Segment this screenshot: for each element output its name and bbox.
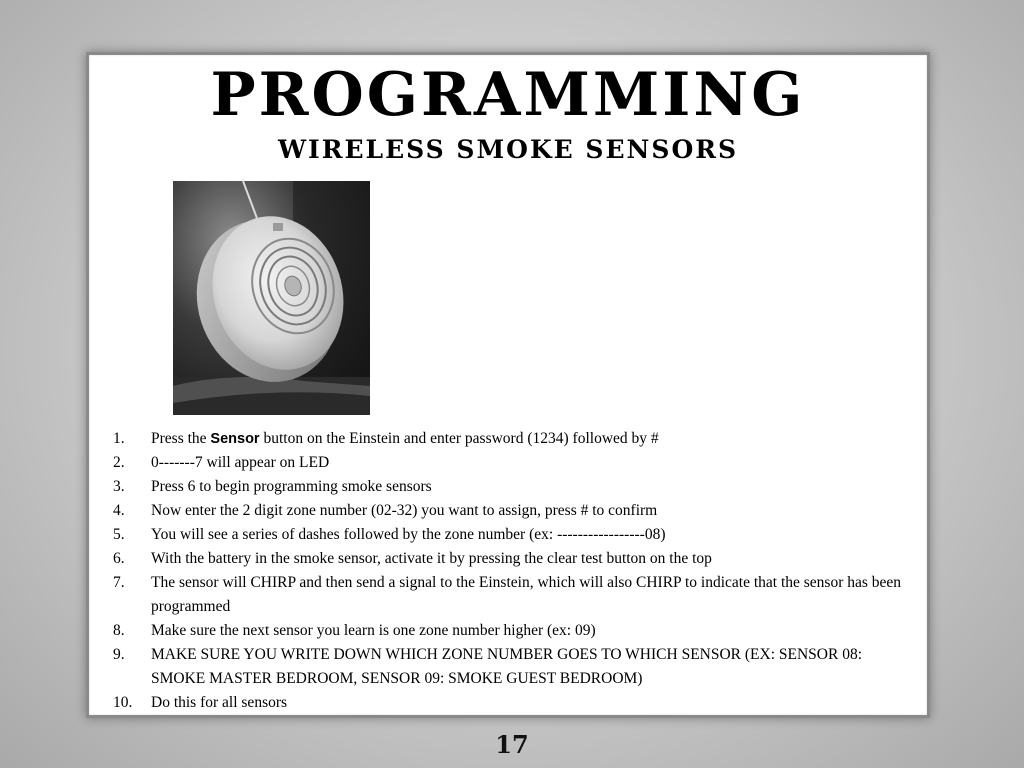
step-number: 4. — [113, 502, 125, 519]
slide-subtitle: WIRELESS SMOKE SENSORS — [277, 135, 739, 164]
list-item — [89, 691, 933, 715]
smoke-sensor-photo — [173, 181, 370, 415]
step-number: 9. — [113, 646, 125, 663]
list-item — [89, 571, 933, 619]
list-item — [89, 643, 933, 691]
step-text: 0-------7 will appear on LED — [151, 454, 330, 471]
step-text: The sensor will CHIRP and then send a signal to the Einstein, which will also CHIRP to indicate that the sensor has been programmed — [151, 574, 902, 615]
step-number: 6. — [113, 550, 125, 567]
list-item — [89, 547, 933, 571]
slide-title: PROGRAMMING — [210, 60, 806, 130]
step-number: 7. — [113, 574, 125, 591]
list-item — [89, 451, 933, 475]
step-number: 1. — [113, 430, 125, 447]
step-text: You will see a series of dashes followed by the zone number (ex: -----------------08) — [151, 526, 666, 543]
list-item — [89, 427, 933, 451]
step-number: 5. — [113, 526, 125, 543]
step-text: Now enter the 2 digit zone number (02-32) you want to assign, press # to confirm — [151, 502, 658, 519]
steps-list — [89, 427, 933, 715]
list-item — [89, 523, 933, 547]
step-text: Press 6 to begin programming smoke sensors — [151, 478, 432, 495]
step-text: Do this for all sensors — [151, 694, 288, 711]
step-number: 10. — [113, 694, 133, 711]
step-text: Make sure the next sensor you learn is one zone number higher (ex: 09) — [151, 622, 596, 639]
list-item — [89, 475, 933, 499]
list-item — [89, 619, 933, 643]
step-number: 3. — [113, 478, 125, 495]
slide-card — [86, 52, 930, 718]
step-text-suffix: button on the Einstein and enter password (1234) followed by # — [259, 430, 659, 447]
step-text-prefix: Press the — [151, 430, 211, 447]
page-number: 17 — [495, 730, 529, 759]
step-text: With the battery in the smoke sensor, activate it by pressing the clear test button on the top — [151, 550, 712, 567]
list-item — [89, 499, 933, 523]
step-text: MAKE SURE YOU WRITE DOWN WHICH ZONE NUMBER GOES TO WHICH SENSOR (EX: SENSOR 08: SMOKE MASTER BEDROOM, SENSOR 09: SMOKE GUEST BEDROOM) — [151, 646, 863, 687]
step-number: 8. — [113, 622, 125, 639]
step-number: 2. — [113, 454, 125, 471]
step-text-bold: Sensor — [210, 431, 260, 447]
